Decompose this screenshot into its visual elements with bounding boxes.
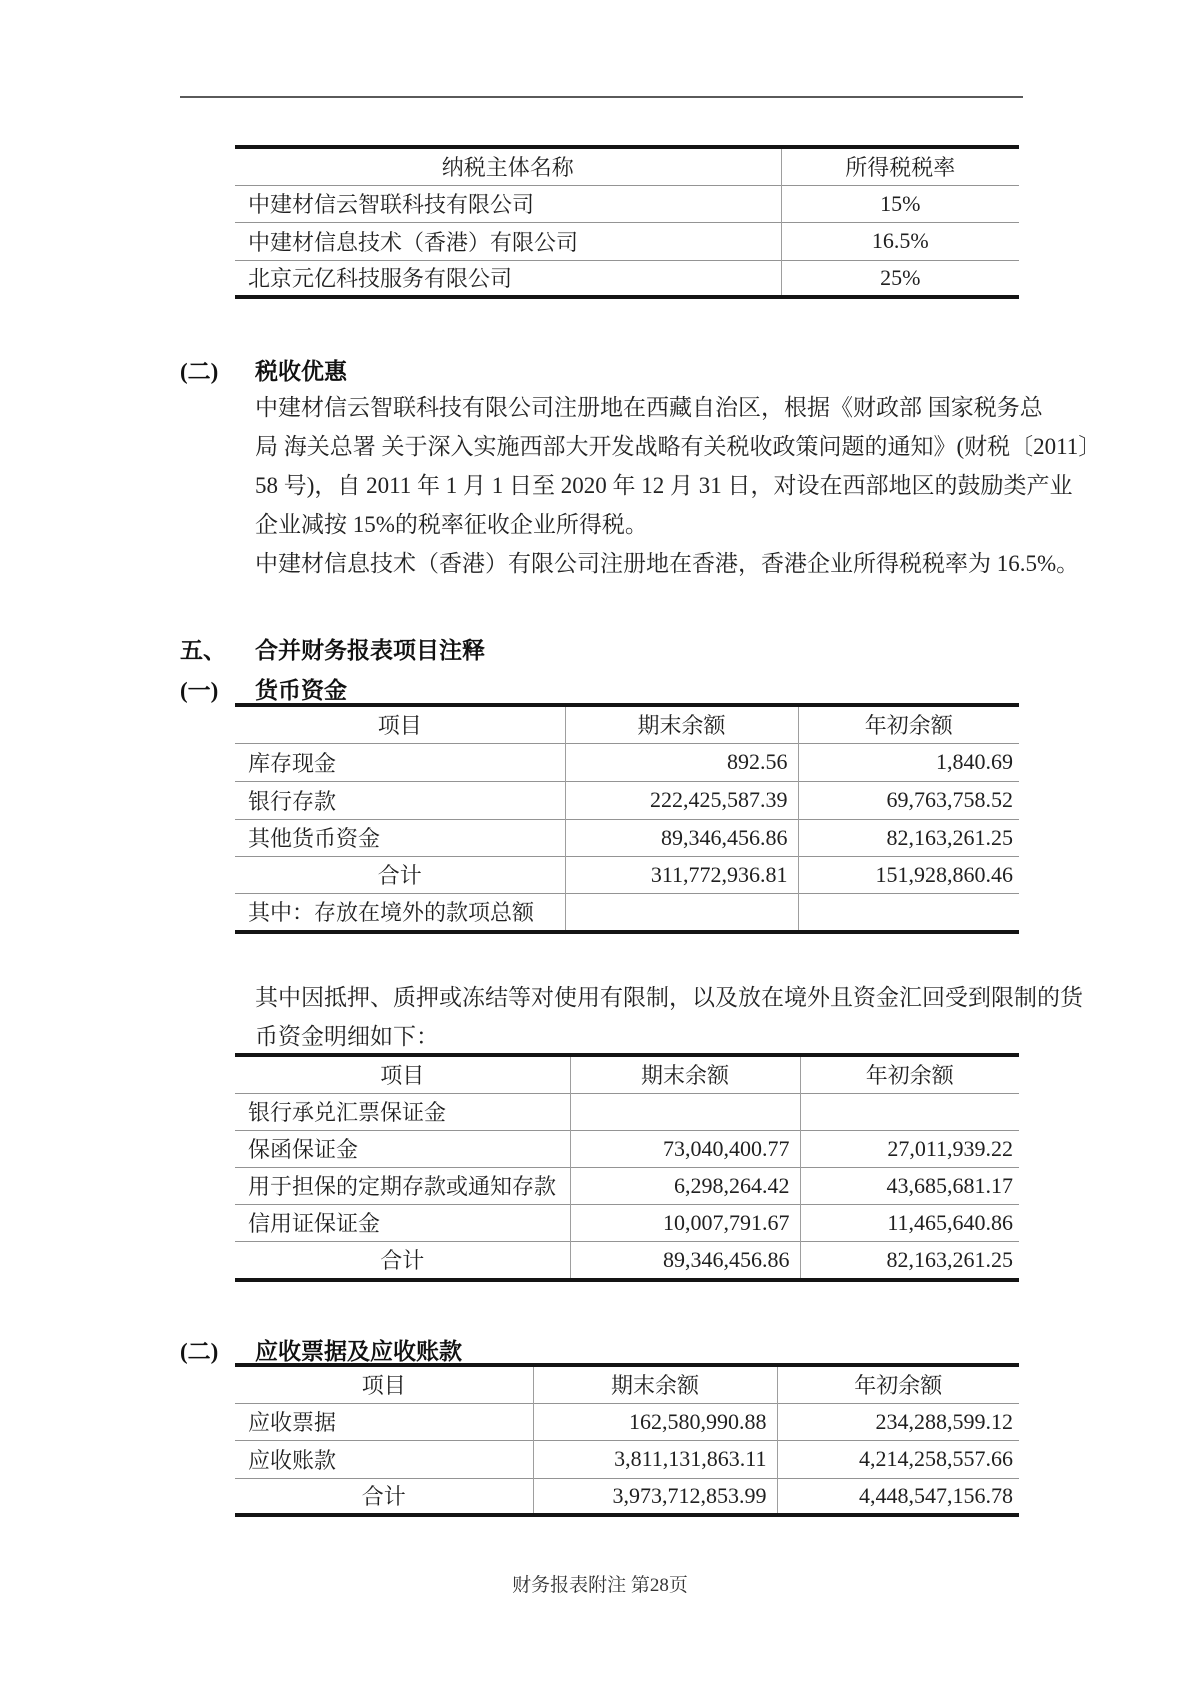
table-row bbox=[235, 781, 1019, 819]
receivables-table bbox=[235, 1363, 1019, 1517]
total-row bbox=[235, 1241, 1019, 1280]
total-row bbox=[235, 1478, 1019, 1515]
col-header-ending-balance: 期末余额 bbox=[570, 1055, 800, 1093]
total-beginning-balance: 4,448,547,156.78 bbox=[777, 1478, 1019, 1515]
ending-balance: 892.56 bbox=[565, 743, 798, 781]
table-row bbox=[235, 1403, 1019, 1440]
total-beginning-balance: 82,163,261.25 bbox=[800, 1241, 1019, 1280]
total-ending-balance: 89,346,456.86 bbox=[570, 1241, 800, 1280]
item-label: 应收账款 bbox=[235, 1440, 533, 1478]
entity-name: 中建材信云智联科技有限公司 bbox=[235, 185, 781, 222]
section-number: (二) bbox=[180, 359, 219, 384]
tax-rate: 16.5% bbox=[781, 222, 1019, 260]
total-beginning-balance: 151,928,860.46 bbox=[798, 856, 1019, 893]
col-header-ending-balance: 期末余额 bbox=[565, 705, 798, 743]
col-header-beginning-balance: 年初余额 bbox=[777, 1365, 1019, 1403]
beginning-balance: 4,214,258,557.66 bbox=[777, 1440, 1019, 1478]
item-label: 信用证保证金 bbox=[235, 1204, 570, 1241]
section-receivables-heading bbox=[180, 1333, 462, 1366]
table-row bbox=[235, 1093, 1019, 1130]
paragraph-line: 中建材信云智联科技有限公司注册地在西藏自治区，根据《财政部 国家税务总 bbox=[255, 395, 1043, 420]
table-row bbox=[235, 260, 1019, 297]
section-title: 货币资金 bbox=[255, 678, 347, 703]
section-title: 应收票据及应收账款 bbox=[255, 1339, 462, 1364]
col-header-item: 项目 bbox=[361, 1373, 406, 1399]
note-row bbox=[235, 893, 1019, 932]
ending-balance: 3,811,131,863.11 bbox=[533, 1440, 777, 1478]
note-row-ending-blank bbox=[565, 893, 798, 932]
tax-incentive-paragraph-2: 中建材信息技术（香港）有限公司注册地在香港，香港企业所得税税率为 16.5%。 bbox=[255, 551, 1080, 576]
section-number: (一) bbox=[180, 678, 219, 703]
item-label: 应收票据 bbox=[235, 1403, 533, 1440]
section-number: (二) bbox=[180, 1339, 219, 1364]
table-row bbox=[235, 222, 1019, 260]
table-row bbox=[235, 743, 1019, 781]
entity-name: 北京元亿科技服务有限公司 bbox=[235, 260, 781, 297]
table-row bbox=[235, 185, 1019, 222]
page-header-rule bbox=[180, 96, 1023, 98]
beginning-balance: 234,288,599.12 bbox=[777, 1403, 1019, 1440]
beginning-balance: 69,763,758.52 bbox=[798, 781, 1019, 819]
section-number: 五、 bbox=[180, 638, 226, 663]
item-label: 其他货币资金 bbox=[235, 819, 565, 856]
table-row bbox=[235, 819, 1019, 856]
total-row bbox=[235, 856, 1019, 893]
beginning-balance: 1,840.69 bbox=[798, 743, 1019, 781]
paragraph-line: 局 海关总署 关于深入实施西部大开发战略有关税收政策问题的通知》(财税〔2011〕 bbox=[255, 434, 1102, 459]
tax-table-header-row bbox=[235, 147, 1019, 185]
tax-rate: 15% bbox=[781, 185, 1019, 222]
monetary-funds-table bbox=[235, 703, 1019, 934]
beginning-balance bbox=[800, 1093, 1019, 1130]
section-tax-incentive-heading bbox=[180, 353, 347, 386]
tax-header-rate: 所得税税率 bbox=[781, 147, 1019, 185]
tax-incentive-paragraph-1 bbox=[255, 388, 1102, 583]
ending-balance: 6,298,264.42 bbox=[570, 1167, 800, 1204]
table-header-row bbox=[235, 705, 1019, 743]
total-label: 合计 bbox=[235, 856, 565, 893]
table-row bbox=[235, 1204, 1019, 1241]
item-label: 银行存款 bbox=[235, 781, 565, 819]
page-footer: 财务报表附注 第28页 bbox=[512, 1575, 688, 1596]
ending-balance: 222,425,587.39 bbox=[565, 781, 798, 819]
item-label: 银行承兑汇票保证金 bbox=[235, 1093, 570, 1130]
beginning-balance: 82,163,261.25 bbox=[798, 819, 1019, 856]
ending-balance: 89,346,456.86 bbox=[565, 819, 798, 856]
table-row bbox=[235, 1130, 1019, 1167]
item-label: 用于担保的定期存款或通知存款 bbox=[235, 1167, 570, 1204]
table-header-row bbox=[235, 1055, 1019, 1093]
col-header-beginning-balance: 年初余额 bbox=[800, 1055, 1019, 1093]
section-notes-heading bbox=[180, 632, 485, 665]
paragraph-line: 其中因抵押、质押或冻结等对使用有限制，以及放在境外且资金汇回受到限制的货 bbox=[255, 985, 1083, 1010]
total-ending-balance: 311,772,936.81 bbox=[565, 856, 798, 893]
beginning-balance: 11,465,640.86 bbox=[800, 1204, 1019, 1241]
ending-balance: 162,580,990.88 bbox=[533, 1403, 777, 1440]
col-header-item: 项目 bbox=[380, 1063, 425, 1089]
total-label: 合计 bbox=[235, 1478, 533, 1515]
col-header-ending-balance: 期末余额 bbox=[533, 1365, 777, 1403]
paragraph-line: 币资金明细如下： bbox=[255, 1024, 439, 1049]
col-header-item: 项目 bbox=[377, 713, 422, 739]
restricted-funds-table bbox=[235, 1053, 1019, 1282]
restricted-funds-intro bbox=[255, 978, 1083, 1056]
paragraph-line: 58 号)，自 2011 年 1 月 1 日至 2020 年 12 月 31 日，对设在西部地区的鼓励类产业 bbox=[255, 473, 1073, 498]
total-label: 合计 bbox=[235, 1241, 570, 1280]
ending-balance: 73,040,400.77 bbox=[570, 1130, 800, 1167]
paragraph-line: 企业减按 15%的税率征收企业所得税。 bbox=[255, 512, 648, 537]
item-label: 保函保证金 bbox=[235, 1130, 570, 1167]
col-header-beginning-balance: 年初余额 bbox=[798, 705, 1019, 743]
section-title: 税收优惠 bbox=[255, 359, 347, 384]
ending-balance bbox=[570, 1093, 800, 1130]
item-label: 库存现金 bbox=[235, 743, 565, 781]
table-row bbox=[235, 1440, 1019, 1478]
note-row-beginning-blank bbox=[798, 893, 1019, 932]
section-monetary-funds-heading bbox=[180, 672, 347, 705]
ending-balance: 10,007,791.67 bbox=[570, 1204, 800, 1241]
table-header-row bbox=[235, 1365, 1019, 1403]
section-title: 合并财务报表项目注释 bbox=[255, 638, 485, 663]
table-row bbox=[235, 1167, 1019, 1204]
beginning-balance: 43,685,681.17 bbox=[800, 1167, 1019, 1204]
tax-rate-table bbox=[235, 145, 1019, 299]
entity-name: 中建材信息技术（香港）有限公司 bbox=[235, 222, 781, 260]
total-ending-balance: 3,973,712,853.99 bbox=[533, 1478, 777, 1515]
beginning-balance: 27,011,939.22 bbox=[800, 1130, 1019, 1167]
note-row-label: 其中：存放在境外的款项总额 bbox=[235, 893, 565, 932]
tax-header-entity: 纳税主体名称 bbox=[441, 155, 574, 181]
tax-rate: 25% bbox=[781, 260, 1019, 297]
